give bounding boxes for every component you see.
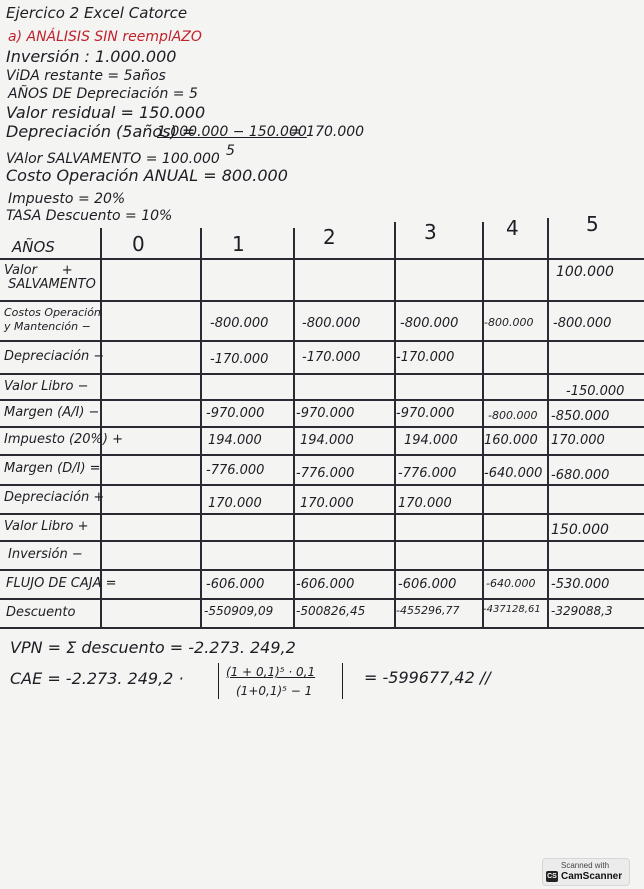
camscanner-watermark	[542, 858, 630, 886]
table-cell: -800.000	[484, 316, 534, 329]
table-cell: 160.000	[484, 433, 538, 448]
table-cell: 170.000	[300, 496, 354, 511]
table-cell: -530.000	[551, 577, 610, 592]
table-cell: -776.000	[206, 463, 265, 478]
table-cell: -550909,09	[204, 604, 274, 618]
cae-result: = -599677,42 //	[364, 668, 491, 687]
row-label: Margen (D/I) =	[4, 461, 101, 476]
given-investment: Inversión : 1.000.000	[6, 47, 177, 66]
year-header: 2	[323, 225, 336, 249]
table-cell: 194.000	[300, 433, 354, 448]
year-header: 4	[506, 216, 519, 240]
table-cell: -776.000	[398, 466, 457, 481]
given-depreciation: Depreciación (5años) =	[6, 122, 196, 141]
section-heading: a) ANÁLISIS SIN reemplAZO	[8, 29, 202, 45]
table-cell: 194.000	[404, 433, 458, 448]
page-title: Ejercico 2 Excel Catorce	[6, 4, 188, 22]
given-salvage-value: VAlor SALVAMENTO = 100.000	[6, 151, 220, 167]
table-cell: 170.000	[551, 433, 605, 448]
table-cell: -170.000	[302, 350, 361, 365]
table-cell: -850.000	[551, 409, 610, 424]
table-cell: 194.000	[208, 433, 262, 448]
row-label: Margen (A/I) −	[4, 405, 100, 420]
row-label: FLUJO DE CAJA =	[6, 576, 117, 591]
depreciation-result: = 170.000	[290, 124, 365, 140]
row-label: Valor Libro −	[4, 379, 89, 394]
row-label: Impuesto (20%) +	[4, 432, 124, 447]
table-cell: -606.000	[206, 577, 265, 592]
table-cell: -970.000	[396, 406, 455, 421]
cae-denominator: (1+0,1)⁵ − 1	[236, 684, 313, 698]
row-label: Valor Libro +	[4, 519, 89, 534]
table-cell: 100.000	[556, 264, 614, 280]
table-cell: -170.000	[210, 352, 269, 367]
year-header: 0	[132, 232, 145, 256]
row-label: Valor + SALVAMENTO	[4, 263, 96, 292]
depreciation-denominator: 5	[226, 143, 235, 159]
depreciation-numerator: 1.000.000 − 150.000	[157, 124, 307, 140]
row-label: Costos Operación y Mantención −	[4, 306, 101, 333]
table-cell: -800.000	[488, 409, 538, 422]
right-bracket	[336, 663, 343, 699]
row-label: Depreciación +	[4, 490, 105, 505]
cae-numerator: (1 + 0,1)⁵ · 0,1	[226, 665, 316, 679]
watermark-brand: CamScanner	[561, 871, 623, 882]
table-cell: -606.000	[398, 577, 457, 592]
table-cell: -500826,45	[296, 604, 366, 618]
table-cell: -170.000	[396, 350, 455, 365]
table-cell: -640.000	[486, 577, 536, 590]
year-header: 5	[586, 212, 599, 236]
watermark-caption: Scanned with	[561, 861, 610, 870]
table-cell: -800.000	[553, 316, 612, 331]
table-cell: -606.000	[296, 577, 355, 592]
given-depreciation-years: AÑOS DE Depreciación = 5	[8, 86, 198, 102]
year-header: 3	[424, 220, 437, 244]
table-cell: -970.000	[296, 406, 355, 421]
table-cell: -800.000	[302, 316, 361, 331]
given-operating-cost: Costo Operación ANUAL = 800.000	[6, 166, 288, 185]
table-cell: -437128,61	[483, 604, 541, 615]
table-cell: -329088,3	[551, 604, 613, 618]
table-cell: -680.000	[551, 468, 610, 483]
table-cell: -800.000	[210, 316, 269, 331]
camscanner-logo-icon: CS	[547, 873, 557, 880]
table-cell: -455296,77	[396, 604, 460, 617]
row-label: Depreciación −	[4, 349, 105, 364]
table-cell: 170.000	[398, 496, 452, 511]
given-discount-rate: TASA Descuento = 10%	[6, 208, 173, 224]
given-remaining-life: ViDA restante = 5años	[6, 68, 166, 84]
vpn-line: VPN = Σ descuento = -2.273. 249,2	[10, 638, 296, 657]
given-residual-value: Valor residual = 150.000	[6, 103, 206, 122]
row-label: Descuento	[6, 605, 76, 620]
table-cell: 150.000	[551, 522, 609, 538]
cae-line: CAE = -2.273. 249,2 ·	[10, 669, 184, 688]
table-cell: -776.000	[296, 466, 355, 481]
given-tax: Impuesto = 20%	[8, 191, 126, 207]
table-cell: -800.000	[400, 316, 459, 331]
row-label: Inversión −	[8, 547, 83, 562]
table-cell: -150.000	[566, 384, 625, 399]
table-cell: 170.000	[208, 496, 262, 511]
table-corner-label: AÑOS	[12, 238, 55, 256]
year-header: 1	[232, 232, 245, 256]
table-cell: -970.000	[206, 406, 265, 421]
table-cell: -640.000	[484, 466, 543, 481]
